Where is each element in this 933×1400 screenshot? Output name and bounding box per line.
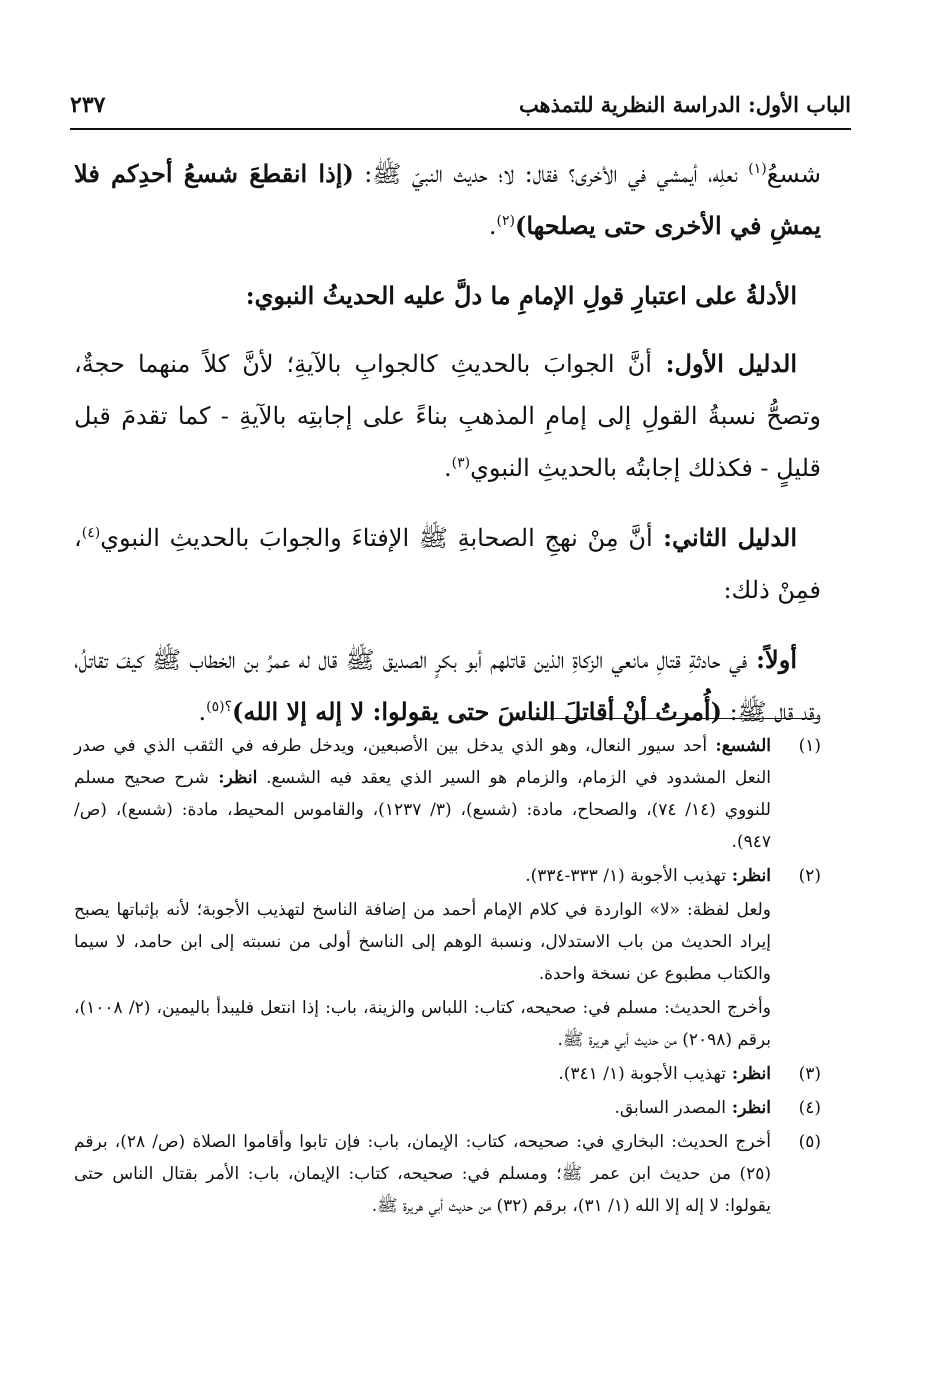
footnote-separator [518, 718, 818, 719]
paragraph-evidence-1 [74, 338, 821, 494]
paragraph-1 [74, 148, 821, 252]
text-run: في حادثةِ قتالِ مانعي الزكاةِ الذين قاتلهم أبو بكرٍ الصديق ﷺ قال له عمرُ بن الخطاب ﷺ كيفَ تقاتلُ، وقد قال ﷺ: [74, 646, 821, 726]
footnote-1 [74, 730, 821, 858]
footnote-term: انظر: [726, 866, 771, 886]
text-run: شسعُ [766, 160, 821, 188]
footnote-text: تهذيب الأجوبة (١/ ٣٣٣-٣٣٤). [525, 866, 727, 886]
evidence-label-1: الدليل الأول: [651, 349, 797, 378]
footnote-2 [74, 860, 821, 892]
hadith-quote: (أُمرتُ أنْ أقاتلَ الناسَ حتى يقولوا: لا إله إلا الله) [232, 697, 722, 726]
footnote-term: انظر: [208, 768, 258, 788]
footnote-term: انظر: [726, 1064, 771, 1084]
text-run: أنَّ الجوابَ بالحديثِ كالجوابِ بالآيةِ؛ لأنَّ كلاً منهما حجةٌ، وتصحُّ نسبةُ القولِ إلى إمامِ المذهبِ بناءً على إجابتِه بالآيةِ - كما تقدمَ قبل قليلٍ - فكذلك إجابتُه بالحديثِ النبوي [74, 350, 821, 482]
main-text [74, 148, 821, 756]
footnotes [74, 730, 821, 1224]
footnote-ref-2: (٢) [496, 213, 515, 229]
evidence-label-2: الدليل الثاني: [652, 523, 797, 552]
footnote-ref-1: (١) [748, 161, 767, 177]
footnote-term: الشسع: [707, 736, 771, 756]
footnote-term: انظر: [726, 1098, 771, 1118]
text-run: . [444, 454, 452, 482]
footnote-number: (١) [798, 736, 821, 756]
footnote-4 [74, 1092, 821, 1124]
footnote-2-continuation: وأخرج الحديث: مسلم في: صحيحه، كتاب: اللباس والزينة، باب: إذا انتعل فليبدأ باليمين، (٢/ ١٠٠٨)، برقم (٢٠٩٨) من حديث أبي هريرة ﷺ. [74, 998, 771, 1050]
paragraph-evidence-2 [74, 512, 821, 616]
footnote-number: (٣) [798, 1064, 821, 1084]
footnote-5 [74, 1126, 821, 1222]
text-run: نعلِه، أيمشي في الأخرى؟ فقال: لا؛ حديث النبيّ ﷺ: [353, 160, 749, 188]
hadith-quote: (إذا انقطعَ شسعُ أحدِكم فلا يمشِ في الأخرى حتى يصلحها) [74, 159, 821, 240]
text-run: أنَّ مِنْ نهجِ الصحابةِ ﷺ الإفتاءَ والجوابَ بالحديثِ النبوي [100, 524, 653, 552]
text-run: ، فمِنْ ذلك: [74, 524, 821, 604]
footnote-3 [74, 1058, 821, 1090]
footnote-text: أخرج الحديث: البخاري في: صحيحه، كتاب: الإيمان، باب: فإن تابوا وأقاموا الصلاة (ص/ ٢٨)، برقم (٢٥) من حديث ابن عمر ﷺ؛ ومسلم في: صحيحه، كتاب: الإيمان، باب: الأمر بقتال الناس حتى يقولوا: لا إله إلا الله (١/ ٣١)، برقم (٣٢) من حديث أبي هريرة ﷺ. [74, 1132, 771, 1216]
footnote-number: (٢) [798, 866, 821, 886]
footnote-number: (٥) [798, 1132, 821, 1152]
first-label: أولاً: [747, 645, 797, 674]
footnote-ref-3: (٣) [451, 455, 471, 471]
footnote-ref-4: (٤) [81, 525, 101, 541]
paragraph-first [74, 634, 821, 738]
footnote-text: المصدر السابق. [614, 1098, 727, 1118]
section-heading: الأدلةُ على اعتبارِ قولِ الإمامِ ما دلَّ عليه الحديثُ النبوي: [245, 281, 797, 310]
footnote-text: شرح صحيح مسلم للنووي (١٤/ ٧٤)، والصحاح، مادة: (شسع)، (٣/ ١٢٣٧)، والقاموس المحيط، مادة: (شسع)، (ص/ ٩٤٧). [74, 768, 771, 852]
chapter-title: الباب الأول: الدراسة النظرية للتمذهب [518, 92, 851, 117]
running-header [70, 88, 851, 130]
footnote-text: أحد سيور النعال، وهو الذي يدخل بين الأصبعين، ويدخل طرفه في الثقب الذي في صدر النعل المشدود في الزمام، والزمام هو السير الذي يعقد فيه الشسع. [74, 736, 771, 788]
footnote-2-continuation: ولعل لفظة: «لا» الواردة في كلام الإمام أحمد من إضافة الناسخ لتهذيب الأجوبة؛ لأنه بإثباتها يصبح إيراد الحديث من باب الاستدلال، ونسبة الوهم إلى الناسخ أولى من نسبته إلى ابن حامد، لا سيما والكتاب مطبوع عن نسخة واحدة. [74, 900, 771, 984]
footnote-ref-5: ؟(٥) [206, 699, 233, 715]
text-run: . [198, 698, 207, 726]
page-number: ٢٣٧ [70, 92, 106, 118]
text-run: . [488, 212, 497, 240]
footnote-number: (٤) [798, 1098, 821, 1118]
footnote-text: تهذيب الأجوبة (١/ ٣٤١). [558, 1064, 727, 1084]
